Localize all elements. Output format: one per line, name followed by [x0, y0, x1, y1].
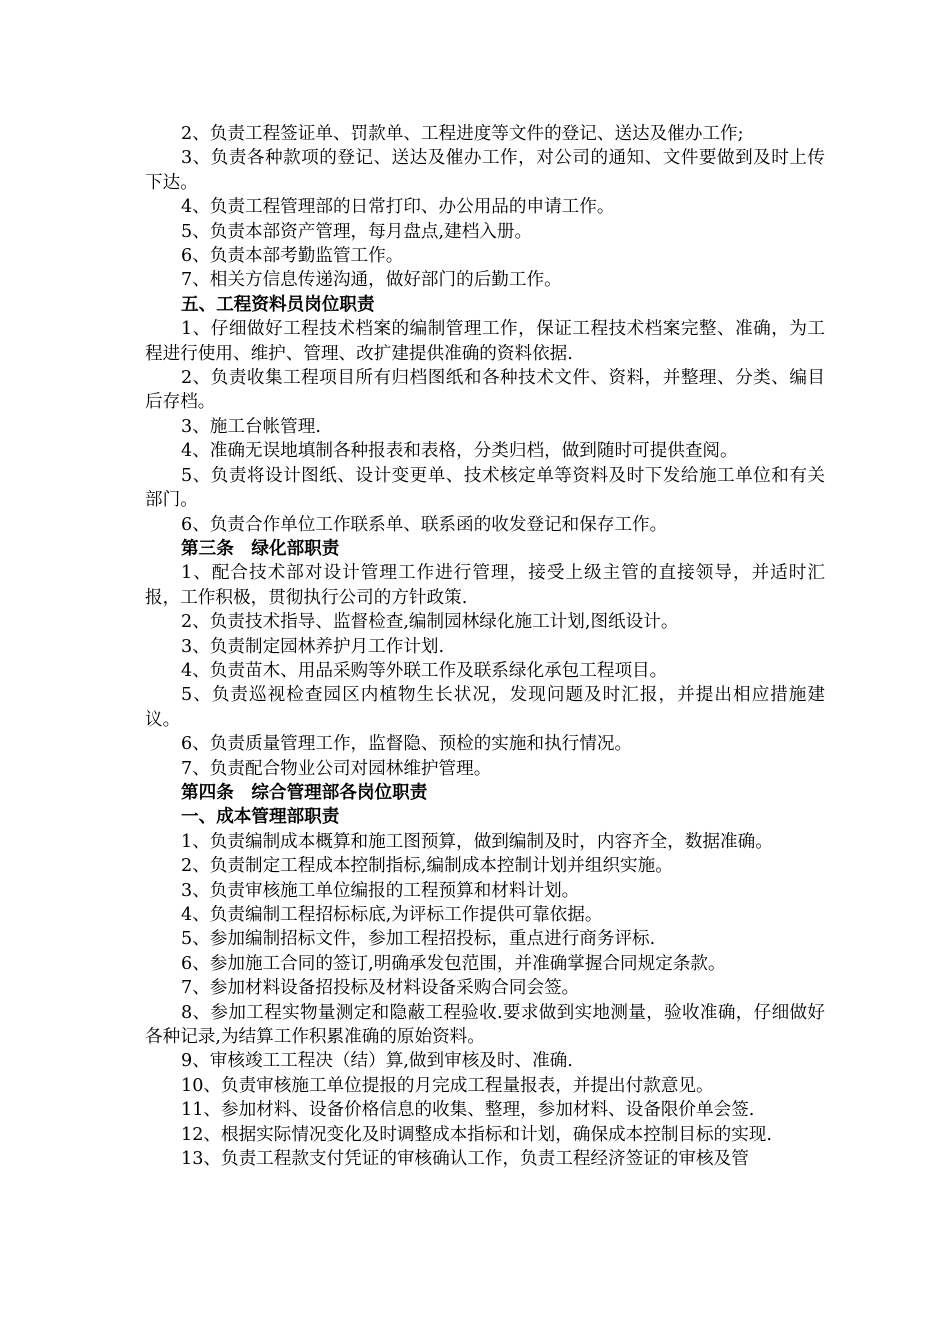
- section-heading: 第四条 综合管理部各岗位职责: [181, 781, 428, 803]
- body-paragraph: 5、负责巡视检查园区内植物生长状况，发现问题及时汇报，并提出相应措施建议。: [145, 685, 825, 730]
- body-paragraph: 3、负责各种款项的登记、送达及催办工作，对公司的通知、文件要做到及时上传下达。: [145, 148, 825, 193]
- body-paragraph: 11、参加材料、设备价格信息的收集、整理，参加材料、设备限价单会签.: [181, 1100, 755, 1121]
- body-paragraph: 9、审核竣工工程决（结）算,做到审核及时、准确.: [181, 1051, 573, 1072]
- document-page: [145, 122, 825, 1171]
- body-paragraph: 7、相关方信息传递沟通，做好部门的后勤工作。: [181, 270, 562, 291]
- section-heading: 五、工程资料员岗位职责: [181, 293, 375, 315]
- body-paragraph: 4、负责苗木、用品采购等外联工作及联系绿化承包工程项目。: [181, 660, 668, 681]
- body-paragraph: 12、根据实际情况变化及时调整成本指标和计划，确保成本控制目标的实现.: [181, 1124, 772, 1145]
- body-paragraph: 1、负责编制成本概算和施工图预算，做到编制及时，内容齐全，数据准确。: [181, 831, 773, 852]
- body-paragraph: 7、参加材料设备招投标及材料设备采购合同会签。: [181, 978, 580, 999]
- body-paragraph: 5、参加编制招标文件，参加工程招投标，重点进行商务评标.: [181, 929, 656, 950]
- body-paragraph: 2、负责制定工程成本控制指标,编制成本控制计划并组织实施。: [181, 856, 673, 877]
- body-paragraph: 2、负责收集工程项目所有归档图纸和各种技术文件、资料，并整理、分类、编目后存档。: [145, 368, 825, 413]
- body-paragraph: 4、负责编制工程招标标底,为评标工作提供可靠依据。: [181, 905, 603, 925]
- body-paragraph: 13、负责工程款支付凭证的审核确认工作，负责工程经济签证的审核及管: [181, 1149, 749, 1170]
- body-paragraph: 8、参加工程实物量测定和隐蔽工程验收.要求做到实地测量，验收准确，仔细做好各种记录,为结算工作积累准确的原始资料。: [145, 1002, 825, 1048]
- body-paragraph: 5、负责本部资产管理，每月盘点,建档入册。: [181, 221, 533, 242]
- body-paragraph: 5、负责将设计图纸、设计变更单、技术核定单等资料及时下发给施工单位和有关部门。: [145, 465, 825, 511]
- body-paragraph: 7、负责配合物业公司对园林维护管理。: [181, 758, 492, 779]
- section-heading: 第三条 绿化部职责: [181, 537, 340, 559]
- body-paragraph: 6、负责本部考勤监管工作。: [181, 246, 404, 267]
- body-paragraph: 2、负责工程签证单、罚款单、工程进度等文件的登记、送达及催办工作;: [181, 124, 744, 144]
- body-paragraph: 4、准确无误地填制各种报表和表格，分类归档，做到随时可提供查阅。: [181, 441, 738, 462]
- section-heading: 一、成本管理部职责: [181, 806, 340, 828]
- body-paragraph: 6、参加施工合同的签订,明确承发包范围，并准确掌握合同规定条款。: [181, 953, 726, 974]
- body-paragraph: 3、施工台帐管理.: [181, 416, 321, 437]
- body-paragraph: 10、负责审核施工单位提报的月完成工程量报表，并提出付款意见。: [181, 1075, 714, 1096]
- body-paragraph: 1、仔细做好工程技术档案的编制管理工作，保证工程技术档案完整、准确，为工程进行使用、维护、管理、改扩建提供准确的资料依据.: [145, 319, 825, 364]
- body-paragraph: 6、负责质量管理工作，监督隐、预检的实施和执行情况。: [181, 734, 633, 755]
- body-paragraph: 1、配合技术部对设计管理工作进行管理，接受上级主管的直接领导，并适时汇报，工作积极，贯彻执行公司的方针政策.: [145, 563, 825, 608]
- body-paragraph: 4、负责工程管理部的日常打印、办公用品的申请工作。: [181, 197, 615, 218]
- body-paragraph: 3、负责制定园林养护月工作计划.: [181, 636, 445, 657]
- body-paragraph: 6、负责合作单位工作联系单、联系函的收发登记和保存工作。: [181, 514, 668, 535]
- body-paragraph: 3、负责审核施工单位编报的工程预算和材料计划。: [181, 880, 580, 901]
- body-paragraph: 2、负责技术指导、监督检查,编制园林绿化施工计划,图纸设计。: [181, 612, 679, 633]
